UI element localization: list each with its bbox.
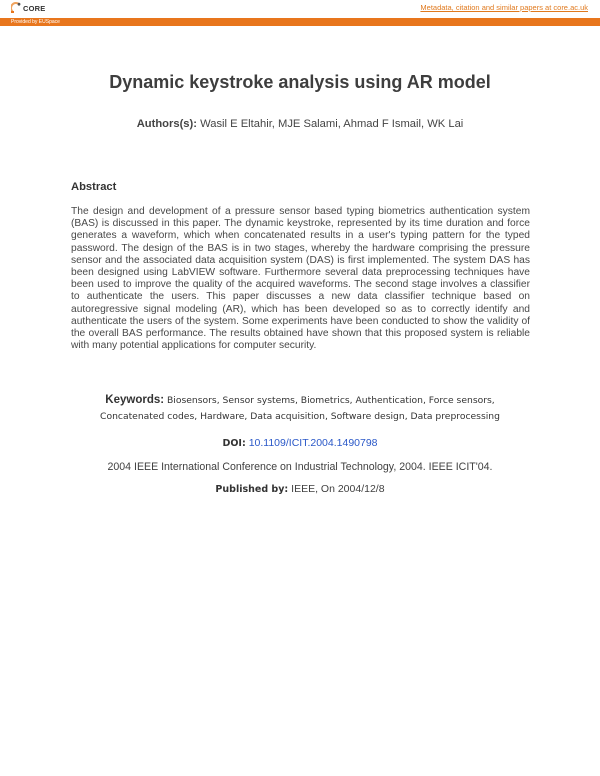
core-logo[interactable] — [11, 2, 45, 14]
keywords-label: Keywords: — [105, 394, 165, 406]
published-value: IEEE, On 2004/12/8 — [291, 483, 385, 495]
keywords-list: Biosensors, Sensor systems, Biometrics, Authentication, Force sensors, Concatenated codes, Hardware, Data acquisition, Software design, Data preprocessing — [100, 395, 500, 422]
paper-title: Dynamic keystroke analysis using AR model — [109, 72, 491, 92]
conference-line: 2004 IEEE International Conference on Industrial Technology, 2004. IEEE ICIT'04. — [107, 461, 493, 473]
authors-label: Authors(s): — [136, 118, 197, 130]
published-label: Published by: — [215, 484, 289, 495]
keywords-line — [80, 392, 520, 425]
core-logo-icon — [11, 2, 21, 14]
published-line — [0, 483, 600, 495]
abstract-heading: Abstract — [71, 181, 117, 193]
provided-by-bar — [0, 18, 600, 26]
authors-line — [0, 118, 600, 130]
provided-by-text: Provided by EUSpace — [11, 19, 60, 25]
doi-link[interactable]: 10.1109/ICIT.2004.1490798 — [248, 437, 378, 449]
core-metadata-link[interactable]: Metadata, citation and similar papers at core.ac.uk — [420, 3, 588, 12]
doi-label: DOI: — [222, 438, 246, 449]
core-logo-text: CORE — [23, 3, 46, 13]
authors-list: Wasil E Eltahir, MJE Salami, Ahmad F Ismail, WK Lai — [200, 118, 464, 130]
header-bar — [0, 0, 600, 18]
doi-line — [0, 437, 600, 449]
abstract-text: The design and development of a pressure sensor based typing biometrics authentication system (BAS) is discussed in this paper. The dynamic keystroke, represented by its time duration and force generates a waveform, which when concatenated results in a user's typing pattern for the typed password. The design of the BAS is in two stages, whereby the hardware comprising the pressure sensor and the associated data acquisition system (DAS) is first implemented. The system DAS has been designed using LabVIEW software. Furthermore several data preprocessing techniques have been used to improve the quality of the acquired waveforms. The second stage involves a classifier to authenticate the users. This paper discusses a new data classifier technique based on autoregressive signal modeling (AR), which has been developed so as to correctly identify and authenticate the users of the system. Some experiments have been conducted to show the validity of the overall BAS performance. The results obtained have shown that this proposed system is reliable with many potential applications for computer security. — [71, 206, 530, 352]
